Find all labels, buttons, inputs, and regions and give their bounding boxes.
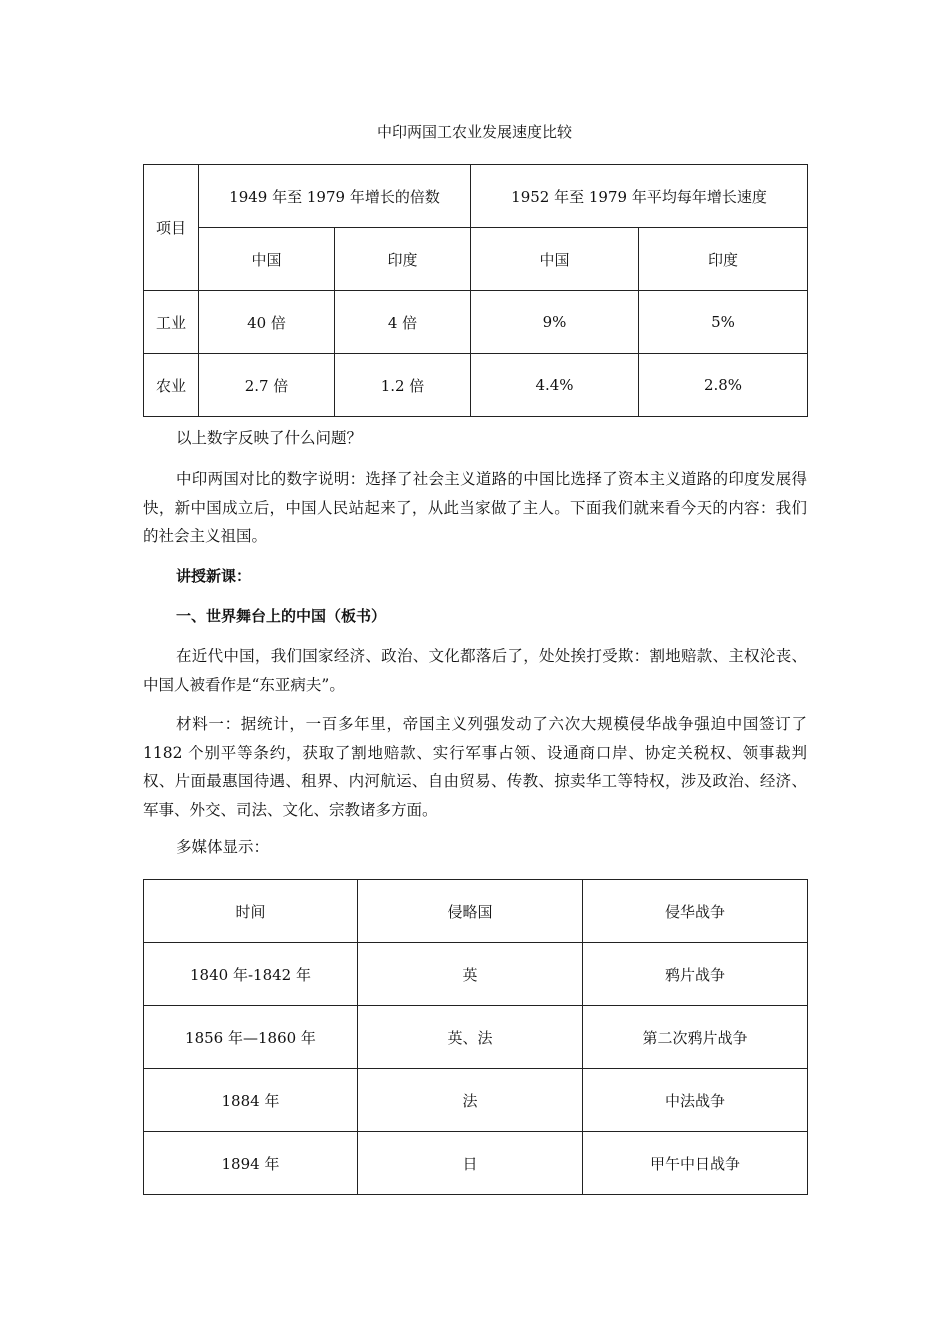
row-label-cell: 工业 [144,291,199,354]
table-cell: 4.4% [471,354,639,417]
table-row [144,165,808,228]
table-cell: 2.7 倍 [199,354,335,417]
material-paragraph: 材料一：据统计，一百多年里，帝国主义列强发动了六次大规模侵华战争强迫中国签订了 1182 个别平等条约，获取了割地赔款、实行军事占领、设通商口岸、协定关税权、领事裁判权、片面最惠国待遇、租界、内河航运、自由贸易、传教、掠卖华工等特权，涉及政治、经济、军事、外交、司法、文化、宗教诸多方面。 [143,715,807,819]
table-cell: 英、法 [358,1006,583,1069]
table-cell: 甲午中日战争 [583,1132,808,1195]
table-title: 中印两国工农业发展速度比较 [376,123,572,141]
sub-header-cell: 印度 [335,228,471,291]
table-row [144,1132,808,1195]
table-cell: 5% [639,291,808,354]
header-item-cell: 项目 [144,165,199,291]
table-cell: 4 倍 [335,291,471,354]
table-header-row [144,880,808,943]
question-paragraph: 以上数字反映了什么问题？ [176,429,363,447]
section-subheading: 一、世界舞台上的中国（板书） [176,607,387,625]
table-cell: 40 倍 [199,291,335,354]
table-row [144,354,808,417]
explanation-paragraph: 中印两国对比的数字说明：选择了社会主义道路的中国比选择了资本主义道路的印度发展得快，新中国成立后，中国人民站起来了，从此当家做了主人。下面我们就来看今天的内容：我们的社会主义祖国。 [143,470,807,545]
paragraph: 在近代中国，我们国家经济、政治、文化都落后了，处处挨打受欺：割地赔款、主权沦丧、中国人被看作是“东亚病夫”。 [143,647,807,694]
sub-header-cell: 印度 [639,228,808,291]
table-row [144,943,808,1006]
table-cell: 2.8% [639,354,808,417]
table-cell: 英 [358,943,583,1006]
table-cell: 日 [358,1132,583,1195]
sub-header-cell: 中国 [471,228,639,291]
wars-table [143,879,808,1195]
table-cell: 1.2 倍 [335,354,471,417]
table-cell: 法 [358,1069,583,1132]
table-row [144,1069,808,1132]
table-row [144,228,808,291]
group-header-cell: 1952 年至 1979 年平均每年增长速度 [471,165,808,228]
column-header: 侵略国 [358,880,583,943]
table-cell: 1840 年-1842 年 [144,943,358,1006]
multimedia-label: 多媒体显示： [176,838,270,856]
sub-header-cell: 中国 [199,228,335,291]
comparison-table [143,164,808,417]
table-cell: 第二次鸦片战争 [583,1006,808,1069]
column-header: 时间 [144,880,358,943]
table-cell: 鸦片战争 [583,943,808,1006]
row-label-cell: 农业 [144,354,199,417]
group-header-cell: 1949 年至 1979 年增长的倍数 [199,165,471,228]
table-row [144,1006,808,1069]
table-cell: 9% [471,291,639,354]
column-header: 侵华战争 [583,880,808,943]
section-heading: 讲授新课： [176,567,252,585]
table-cell: 1884 年 [144,1069,358,1132]
table-cell: 中法战争 [583,1069,808,1132]
table-cell: 1856 年—1860 年 [144,1006,358,1069]
table-row [144,291,808,354]
table-cell: 1894 年 [144,1132,358,1195]
